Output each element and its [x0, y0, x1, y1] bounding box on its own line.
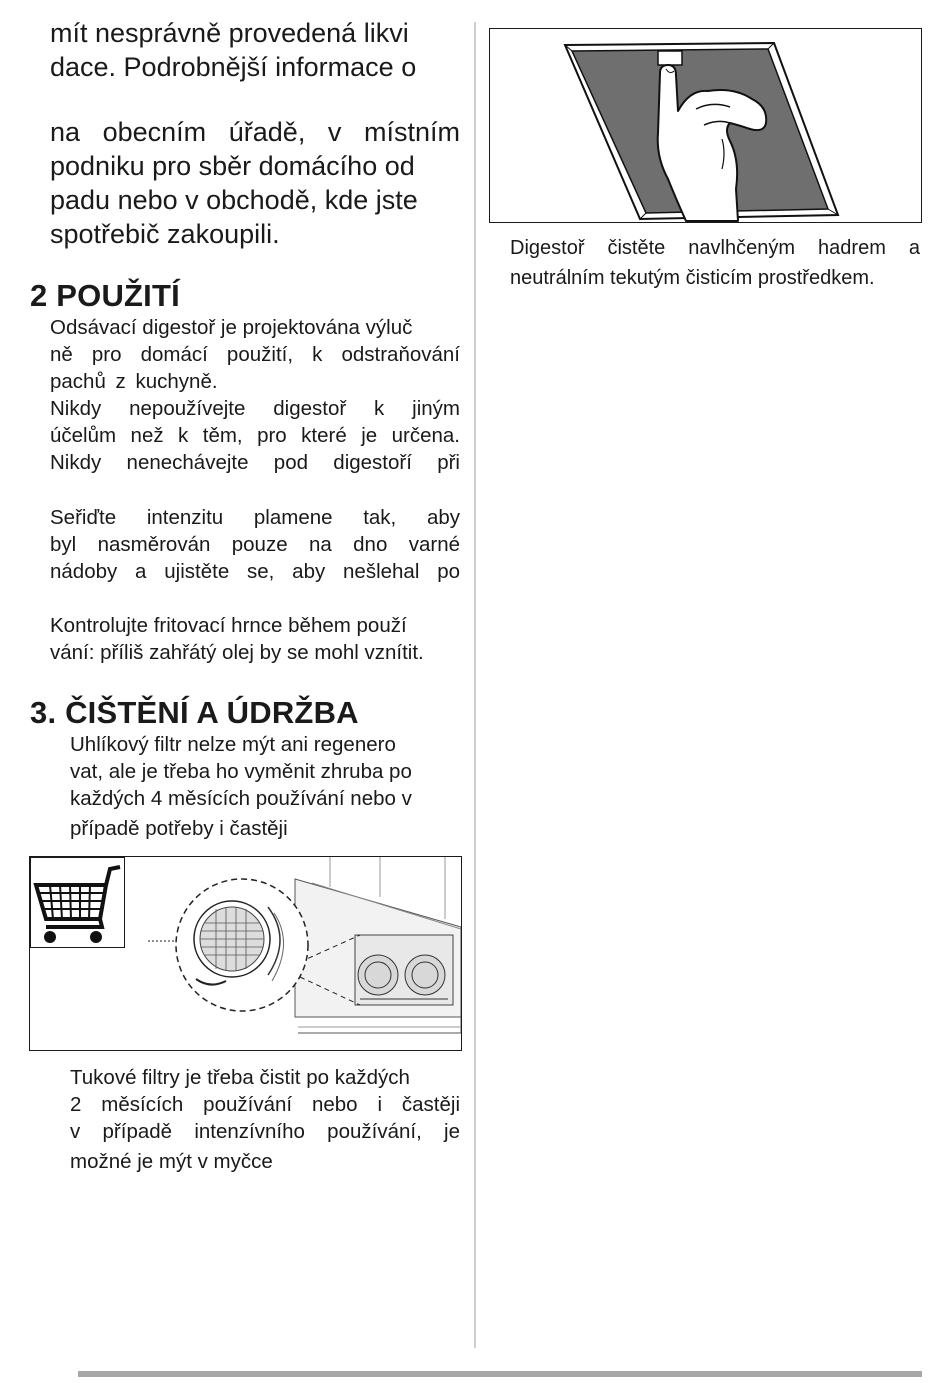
body-line: pachů z kuchyně. [50, 370, 218, 393]
caption-line: neutrálním tekutým čisticím prostředkem. [510, 267, 875, 289]
body-line: v případě intenzívního používání, je [70, 1120, 460, 1143]
caption-line: Digestoř čistěte navlhčeným hadrem a [510, 237, 920, 259]
body-line: Kontrolujte fritovací hrnce během použí [50, 614, 407, 637]
carbon-filter-figure [29, 856, 462, 1051]
footer-bar [78, 1371, 922, 1377]
body-line: účelům než k těm, pro které je určena. [50, 424, 460, 447]
body-line: Tukové filtry je třeba čistit po každých [70, 1066, 410, 1089]
column-divider [474, 22, 476, 1348]
section-2-title: 2 POUŽITÍ [30, 278, 180, 313]
grease-filter-removal-illustration [565, 43, 838, 221]
body-line: Nikdy nenechávejte pod digestoří při [50, 451, 460, 474]
intro-line: spotřebič zakoupili. [50, 219, 280, 249]
carbon-filter-illustration [148, 857, 461, 1033]
body-line: každých 4 měsících používání nebo v [70, 787, 412, 810]
body-line: vání: příliš zahřátý olej by se mohl vznítit. [50, 641, 424, 664]
intro-line: mít nesprávně provedená likvi [50, 18, 409, 48]
section-3-title: 3. ČIŠTĚNÍ A ÚDRŽBA [30, 695, 359, 730]
intro-line: podniku pro sběr domácího od [50, 151, 415, 181]
body-line: nádoby a ujistěte se, aby nešlehal po [50, 560, 460, 583]
body-line: 2 měsících používání nebo i častěji [70, 1093, 460, 1116]
body-line: Uhlíkový filtr nelze mýt ani regenero [70, 733, 396, 756]
grease-filter-figure [489, 28, 922, 223]
body-line: byl nasměrován pouze na dno varné [50, 533, 460, 556]
intro-line: na obecním úřadě, v místním [50, 117, 460, 147]
body-line: možné je mýt v myčce [70, 1150, 273, 1173]
body-line: Odsávací digestoř je projektována výluč [50, 316, 413, 339]
body-line: vat, ale je třeba ho vyměnit zhruba po [70, 760, 412, 783]
body-line: Nikdy nepoužívejte digestoř k jiným [50, 397, 460, 420]
body-line: Seřiďte intenzitu plamene tak, aby [50, 506, 460, 529]
intro-line: padu nebo v obchodě, kde jste [50, 185, 418, 215]
body-line: případě potřeby i častěji [70, 817, 288, 840]
intro-line: dace. Podrobnější informace o [50, 52, 417, 82]
body-line: ně pro domácí použití, k odstraňování [50, 343, 460, 366]
